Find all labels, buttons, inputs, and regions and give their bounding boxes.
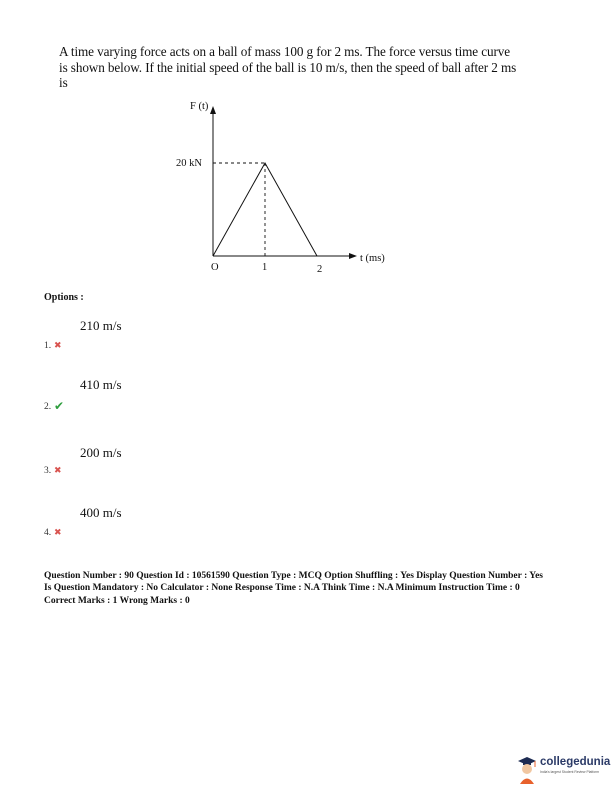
collegedunia-logo[interactable] [515, 756, 611, 786]
x-tick-label-1: 1 [262, 262, 268, 273]
wrong-mark-icon: ✖ [54, 340, 62, 350]
wrong-mark-icon: ✖ [54, 527, 62, 537]
force-time-graph [160, 96, 400, 281]
option-number: 3. [44, 466, 52, 476]
origin-label: O [211, 262, 219, 273]
question-line: A time varying force acts on a ball of mass 100 g for 2 ms. The force versus time curve [59, 44, 511, 59]
question-metadata [44, 570, 584, 607]
peak-label: 20 kN [176, 158, 202, 169]
option-text: 210 m/s [80, 318, 122, 333]
option-number: 1. [44, 341, 52, 351]
metadata-line: Question Number : 90 Question Id : 10561590 Question Type : MCQ Option Shuffling : Yes Display Question Number : Yes [44, 571, 543, 581]
question-text [59, 44, 559, 91]
options-label: Options : [44, 292, 84, 303]
x-axis-label: t (ms) [360, 253, 385, 264]
question-line: is [59, 75, 68, 90]
option-text: 200 m/s [80, 445, 122, 460]
metadata-line: Is Question Mandatory : No Calculator : None Response Time : N.A Think Time : N.A Minimum Instruction Time : 0 [44, 583, 520, 594]
option-text: 410 m/s [80, 377, 122, 392]
question-line: is shown below. If the initial speed of the ball is 10 m/s, then the speed of ball after 2 ms [59, 59, 517, 75]
logo-wordmark: collegedunia [540, 756, 611, 768]
wrong-mark-icon: ✖ [54, 465, 62, 475]
option-number: 4. [44, 528, 52, 538]
option-number: 2. [44, 402, 52, 412]
logo-tagline: India's largest Student Review Platform [540, 770, 600, 774]
metadata-line: Correct Marks : 1 Wrong Marks : 0 [44, 595, 190, 606]
y-axis-arrow [210, 106, 216, 114]
y-axis-label: F (t) [190, 101, 209, 112]
option-text: 400 m/s [80, 505, 122, 520]
x-axis-arrow [349, 253, 357, 259]
correct-check-icon: ✔ [54, 399, 65, 413]
x-tick-label-2: 2 [317, 264, 323, 275]
graduate-mascot-icon [517, 756, 537, 784]
